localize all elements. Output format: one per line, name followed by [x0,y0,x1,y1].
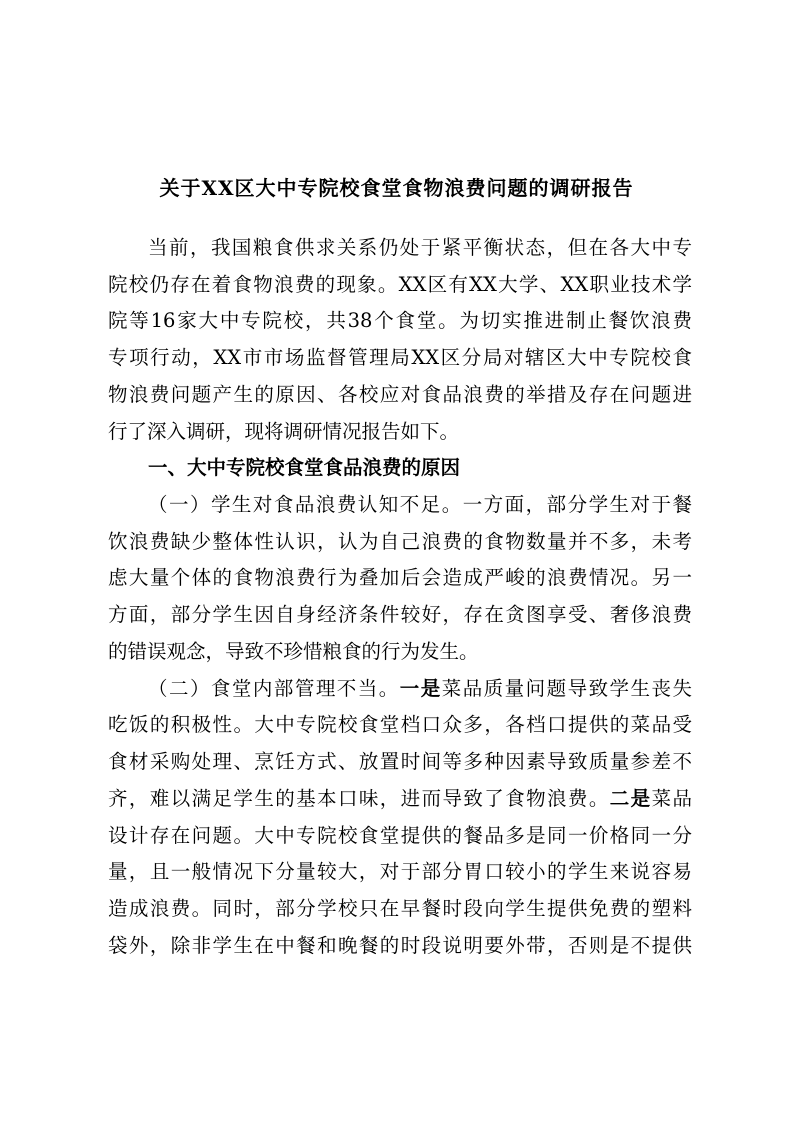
paragraph-line: 院等16家大中专院校，共38个食堂。为切实推进制止餐饮浪费 [108,309,692,333]
paragraph-line: （一）学生对食品浪费认知不足。一方面，部分学生对于餐 [148,493,692,517]
text-run: 齐，难以满足学生的基本口味，进而导致了食物浪费。 [108,786,610,810]
document-title: 关于XX区大中专院校食堂食物浪费问题的调研报告 [159,176,634,200]
paragraph-line: 吃饭的积极性。大中专院校食堂档口众多，各档口提供的菜品受 [108,713,692,737]
text-run: 菜品 [651,786,692,810]
paragraph-line: 方面，部分学生因自身经济条件较好，存在贪图享受、奢侈浪费 [108,603,692,627]
paragraph-line: 行了深入调研，现将调研情况报告如下。 [108,419,460,443]
paragraph-line: 物浪费问题产生的原因、各校应对食品浪费的举措及存在问题进 [108,382,692,406]
paragraph-line: 当前，我国粮食供求关系仍处于紧平衡状态，但在各大中专 [148,236,692,259]
text-run: 菜品质量问题导致学生丧失 [441,676,692,700]
paragraph-line: 专项行动，XX市市场监督管理局XX区分局对辖区大中专院校食 [108,346,692,370]
paragraph-line: 量，且一般情况下分量较大，对于部分胃口较小的学生来说容易 [108,860,692,884]
document-body [108,230,692,964]
text-run: （二）食堂内部管理不当。 [148,676,400,700]
paragraph-line: 院校仍存在着食物浪费的现象。XX区有XX大学、XX职业技术学 [108,272,692,296]
bold-marker: 一是 [399,676,442,700]
paragraph-line: 的错误观念，导致不珍惜粮食的行为发生。 [108,639,479,663]
section-heading: 一、大中专院校食堂食品浪费的原因 [148,456,461,480]
paragraph-line: 饮浪费缺少整体性认识，认为自己浪费的食物数量并不多，未考 [108,529,692,553]
paragraph-line: 造成浪费。同时，部分学校只在早餐时段向学生提供免费的塑料 [108,896,692,920]
paragraph-line: 食材采购处理、烹饪方式、放置时间等多种因素导致质量参差不 [108,750,692,774]
paragraph-line: 虑大量个体的食物浪费行为叠加后会造成严峻的浪费情况。另一 [108,566,692,590]
bold-marker: 二是 [609,786,652,810]
paragraph-line: 设计存在问题。大中专院校食堂提供的餐品多是同一价格同一分 [108,823,692,847]
paragraph-line: 袋外，除非学生在中餐和晚餐的时段说明要外带，否则是不提供 [108,933,692,957]
paragraph-line [108,781,692,818]
paragraph-line [108,671,692,708]
